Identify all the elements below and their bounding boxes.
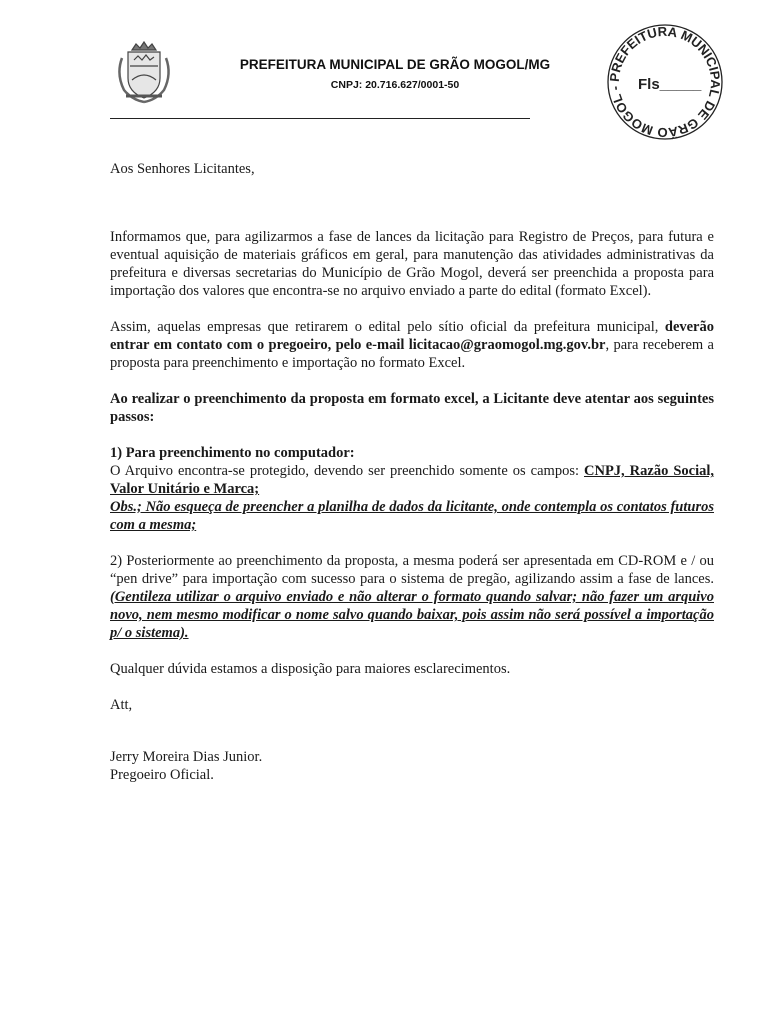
- step-2: [110, 552, 714, 642]
- header-cnpj: CNPJ: 20.716.627/0001-50: [330, 79, 460, 91]
- paragraph-intro: Informamos que, para agilizarmos a fase de lances da licitação para Registro de Preços, para futura e eventual aquisição de materiais gráficos em geral, para manutenção das atividades administrativas da prefeitura e diversas secretarias do Município de Grão Mogol, deverá ser preenchida a proposta para importação dos valores que encontra-se no arquivo enviado a parte do edital (formato Excel).: [110, 229, 714, 299]
- step-1-obs-text: Obs.; Não esqueça de preencher a planilha de dados da licitante, onde contempla os contatos futuros com a mesma;: [110, 499, 714, 533]
- step-1-title: [110, 444, 714, 462]
- municipal-crest-icon: [112, 40, 176, 106]
- step-1-title-text: 1) Para preenchimento no computador:: [110, 445, 355, 461]
- step-1-text: [110, 462, 714, 498]
- signer-role: Pregoeiro Oficial.: [110, 767, 214, 783]
- step-2-text: 2) Posteriormente ao preenchimento da proposta, a mesma poderá ser apresentada em CD-ROM e / ou “pen drive” para importação com sucesso para o sistema de pregão, agilizando assim a fase de lances.: [110, 553, 714, 587]
- contact-text-start: Assim, aquelas empresas que retirarem o edital pelo sítio oficial da prefeitura municipal,: [110, 319, 665, 335]
- closing-sentence: Qualquer dúvida estamos a disposição para maiores esclarecimentos.: [110, 661, 511, 677]
- page-number-stamp: [600, 22, 730, 142]
- signer-name: Jerry Moreira Dias Junior.: [110, 749, 263, 765]
- header-divider: [110, 118, 530, 119]
- contact-email-instruction: deverão entrar em contato com o pregoeiro, pelo e-mail licitacao@graomogol.mg.gov.br: [110, 319, 714, 353]
- paragraph-contact: [110, 318, 714, 372]
- stamp-ring-textpath: PREFEITURA MUNICIPAL DE GRÃO MOGOL -: [606, 23, 724, 141]
- stamp-fls-label: Fls_____: [638, 76, 702, 93]
- step-1-obs: [110, 498, 714, 534]
- header-title: PREFEITURA MUNICIPAL DE GRÃO MOGOL/MG: [239, 57, 551, 72]
- paragraph-steps-intro: [110, 390, 714, 426]
- letter-body: [110, 160, 714, 784]
- steps-intro-text: Ao realizar o preenchimento da proposta em formato excel, a Licitante deve atentar aos seguintes passos:: [110, 391, 714, 425]
- greeting: Aos Senhores Licitantes,: [110, 161, 255, 177]
- contact-text-end: , para receberem a proposta para preenchimento e importação no formato Excel.: [110, 337, 714, 371]
- closing-att: Att,: [110, 697, 133, 713]
- step-1-description: O Arquivo encontra-se protegido, devendo ser preenchido somente os campos:: [110, 463, 584, 479]
- step-1-fields: CNPJ, Razão Social, Valor Unitário e Marca;: [110, 463, 715, 497]
- step-2-note: (Gentileza utilizar o arquivo enviado e não alterar o formato quando salvar; não fazer um arquivo novo, nem mesmo modificar o nome salvo quando baixar, pois assim não será possível a importação p/ o sistema).: [110, 589, 714, 641]
